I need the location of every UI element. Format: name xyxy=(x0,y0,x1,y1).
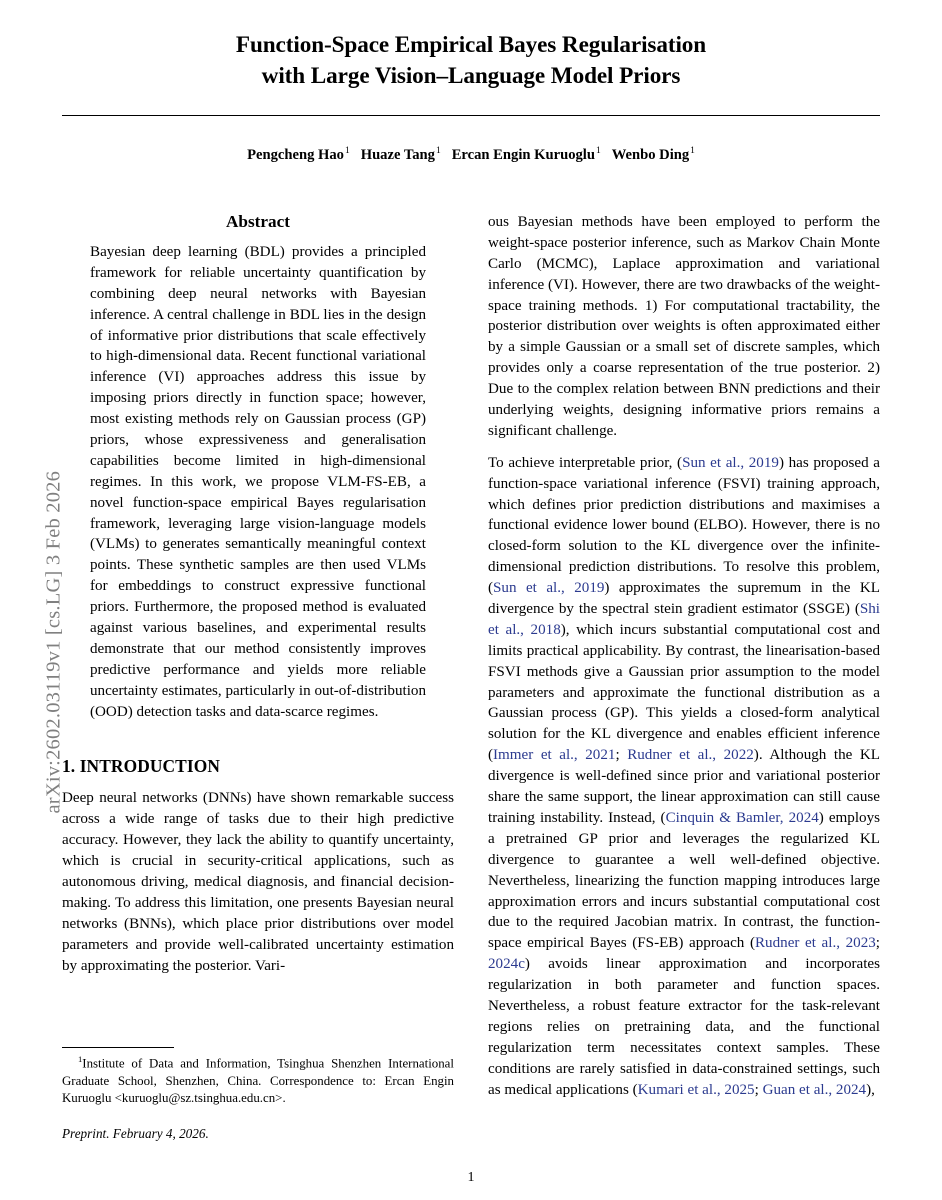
paragraph-text-run: ). Although the KL divergence is well-defined since prior and variational posterior share the same support, the linear approximation can still cause training instability. Instead, ( xyxy=(488,747,880,826)
paragraph-text-run: To achieve interpretable prior, ( xyxy=(488,454,683,471)
affiliation-footnote xyxy=(62,1054,454,1107)
author-affiliation-marker: 1 xyxy=(690,145,695,156)
footnote-marker: 1 xyxy=(78,1054,83,1065)
paragraph-text-run: ; xyxy=(754,1081,763,1098)
paragraph-text-run: ; xyxy=(615,747,628,764)
citation-link[interactable]: Immer et al., 2021 xyxy=(493,747,616,764)
arxiv-identifier-stamp: arXiv:2602.03119v1 [cs.LG] 3 Feb 2026 xyxy=(42,470,65,814)
author-name: Pengcheng Hao xyxy=(247,146,344,163)
author-entry xyxy=(612,147,695,163)
author-affiliation-marker: 1 xyxy=(344,145,350,156)
page-title xyxy=(62,0,880,92)
paper-content xyxy=(62,0,880,1200)
citation-link[interactable]: Rudner et al., 2022 xyxy=(627,747,754,764)
footnote-text: Institute of Data and Information, Tsinghua Shenzhen International Graduate School, Shenzhen, China. Correspondence to: Ercan Engin Kuruoglu <kuruoglu@sz.tsinghua.edu.cn>. xyxy=(62,1056,454,1105)
citation-link[interactable]: Rudner et al., 2023 xyxy=(754,935,876,952)
citation-link[interactable]: Kumari et al., 2025 xyxy=(637,1081,755,1098)
left-column xyxy=(62,212,454,1200)
paragraph-text-run: ) employs a pretrained GP prior and leverages the regularized KL divergence to guarantee a well well-defined objective. Nevertheless, linearizing the function mapping introduces large approximation errors and incurs substantial computational cost due to the required Jacobian matrix. In contrast, the function-space empirical Bayes (FS-EB) approach ( xyxy=(488,809,880,952)
author-affiliation-marker: 1 xyxy=(595,145,601,156)
intro-paragraph-2 xyxy=(488,453,880,1101)
citation-link[interactable]: Sun et al., 2019 xyxy=(682,454,779,471)
citation-link[interactable]: Shi et al., 2018 xyxy=(488,601,880,638)
citation-link[interactable]: 2024c xyxy=(488,956,525,973)
paragraph-text-run: ; xyxy=(875,935,880,952)
abstract-text: Bayesian deep learning (BDL) provides a principled framework for reliable uncertainty quantification by combining deep neural networks with Bayesian inference. A central challenge in BDL lies in the design of informative prior distributions that scale effectively to high-dimensional data. Recent functional variational inference (VI) approaches address this issue by imposing priors directly in function space; however, most existing methods rely on Gaussian process (GP) priors, whose expressiveness and generalisation capabilities become limited in high-dimensional regimes. In this work, we propose VLM-FS-EB, a novel function-space empirical Bayes regularisation framework, leveraging large vision-language models (VLMs) to generates semantically meaningful context points. These synthetic samples are then used VLMs for embeddings to construct expressive functional priors. Furthermore, the proposed method is evaluated against various baselines, and experimental results demonstrate that our method consistently improves predictive performance and yields more reliable uncertainty estimates, particularly in out-of-distribution (OOD) detection tasks and data-scarce regimes. xyxy=(90,244,426,720)
title-line-2: with Large Vision–Language Model Priors xyxy=(261,62,681,89)
paragraph-text-run: ) has proposed a function-space variational inference (FSVI) training approach, which defines prior prediction distributions and maximises a functional evidence lower bound (ELBO). However, there is no closed-form solution to the KL divergence over the infinite-dimensional prediction distributions. To resolve this problem, ( xyxy=(488,454,880,597)
author-entry xyxy=(247,147,350,163)
citation-link[interactable]: Guan et al., 2024 xyxy=(762,1081,867,1098)
section-heading-introduction: 1. INTRODUCTION xyxy=(62,756,221,777)
author-list xyxy=(62,116,880,164)
right-column xyxy=(488,212,880,1200)
author-name: Huaze Tang xyxy=(360,146,435,163)
intro-paragraph-1: Deep neural networks (DNNs) have shown remarkable success across a wide range of tasks due to their high predictive accuracy. However, they lack the ability to quantify uncertainty, which is crucial in security-critical applications, such as autonomous driving, medical diagnosis, and financial decision-making. To address this limitation, one presents Bayesian neural networks (BNNs), which place prior distributions over model parameters and provide well-calibrated uncertainty estimation by approximating the posterior. Vari- xyxy=(62,790,454,974)
two-column-body xyxy=(62,212,880,1200)
author-affiliation-marker: 1 xyxy=(435,145,441,156)
author-entry xyxy=(452,147,601,163)
preprint-notice: Preprint. February 4, 2026. xyxy=(62,1126,209,1141)
author-name: Ercan Engin Kuruoglu xyxy=(451,146,595,163)
title-line-1: Function-Space Empirical Bayes Regularisation xyxy=(235,32,707,58)
footnote-divider xyxy=(62,1047,174,1048)
paragraph-text-run: ), which incurs substantial computational cost and limits practical applicability. By contrast, the linearisation-based FSVI methods give a Gaussian prior assumption to the model parameters and approximate the functional distribution as a Gaussian process (GP). This yields a closed-form analytical solution for the KL divergence and enables efficient inference ( xyxy=(488,621,880,764)
paragraph-text-run: ), xyxy=(866,1081,875,1098)
citation-link[interactable]: Cinquin & Bamler, 2024 xyxy=(665,809,819,826)
author-name: Wenbo Ding xyxy=(611,146,690,163)
citation-link[interactable]: Sun et al., 2019 xyxy=(493,580,605,597)
page-number: 1 xyxy=(467,1170,475,1185)
intro-paragraph-1-continued: ous Bayesian methods have been employed to perform the weight-space posterior inference, such as Markov Chain Monte Carlo (MCMC), Laplace approximation and variational inference (VI). However, there are two drawbacks of the weight-space training methods. 1) For computational tractability, the posterior distribution over weights is often approximated either by a simple Gaussian or a small set of discrete samples, which provides only a coarse representation of the true posterior. 2) Due to the complex relation between BNN predictions and their underlying weights, designing informative priors remains a significant challenge. xyxy=(488,214,880,439)
footnote-block xyxy=(62,1047,454,1142)
paragraph-text-run: ) avoids linear approximation and incorporates regularization in both parameter and function spaces. Nevertheless, a robust feature extractor for the task-relevant regions relies on pretraining data, and the functional regularization term necessitates context samples. These conditions are rarely satisfied in data-constrained settings, such as medical applications ( xyxy=(488,956,880,1098)
paragraph-text-run: ) approximates the supremum in the KL divergence by the spectral stein gradient estimator (SSGE) ( xyxy=(488,580,880,618)
author-entry xyxy=(361,147,441,163)
abstract-heading: Abstract xyxy=(226,212,290,231)
